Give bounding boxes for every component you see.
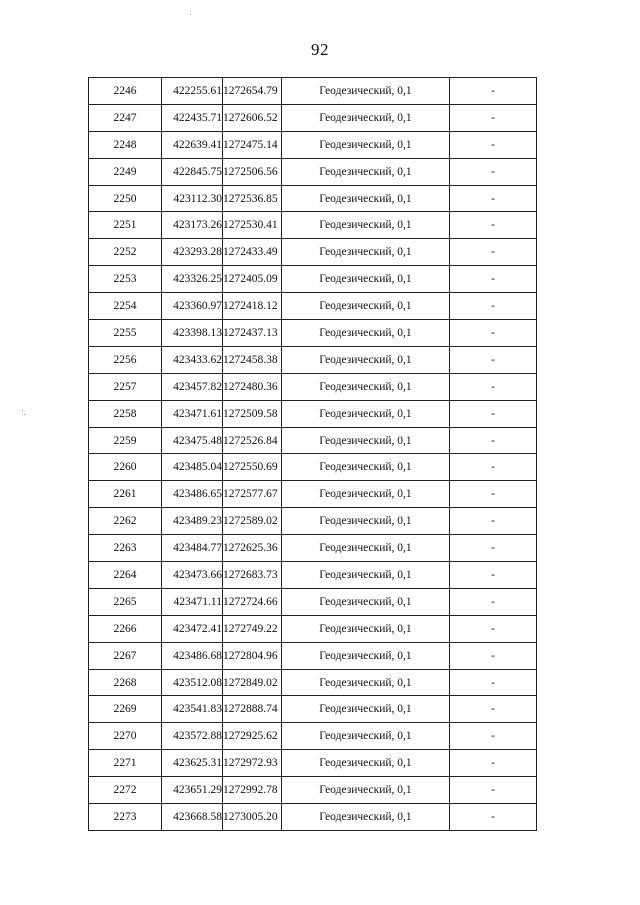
y-coordinate-cell: 1273005.20	[223, 804, 282, 831]
table-row	[89, 320, 537, 347]
x-coordinate-cell: 423326.25	[162, 266, 223, 293]
note-cell: -	[450, 723, 537, 750]
point-number-cell: 2255	[89, 320, 162, 347]
note-cell: -	[450, 481, 537, 508]
point-number-cell: 2252	[89, 239, 162, 266]
y-coordinate-cell: 1272530.41	[223, 212, 282, 239]
x-coordinate-cell: 423485.04	[162, 454, 223, 481]
method-accuracy-cell: Геодезический, 0,1	[282, 293, 450, 320]
table-row	[89, 239, 537, 266]
table-row	[89, 373, 537, 400]
point-number-cell: 2273	[89, 804, 162, 831]
note-cell: -	[450, 669, 537, 696]
note-cell: -	[450, 293, 537, 320]
y-coordinate-cell: 1272418.12	[223, 293, 282, 320]
method-accuracy-cell: Геодезический, 0,1	[282, 696, 450, 723]
method-accuracy-cell: Геодезический, 0,1	[282, 78, 450, 105]
x-coordinate-cell: 423472.41	[162, 615, 223, 642]
y-coordinate-cell: 1272536.85	[223, 185, 282, 212]
table-row	[89, 293, 537, 320]
note-cell: -	[450, 562, 537, 589]
y-coordinate-cell: 1272480.36	[223, 373, 282, 400]
table-row	[89, 104, 537, 131]
y-coordinate-cell: 1272749.22	[223, 615, 282, 642]
x-coordinate-cell: 423486.65	[162, 481, 223, 508]
table-row	[89, 454, 537, 481]
y-coordinate-cell: 1272925.62	[223, 723, 282, 750]
x-coordinate-cell: 422639.41	[162, 131, 223, 158]
point-number-cell: 2268	[89, 669, 162, 696]
point-number-cell: 2257	[89, 373, 162, 400]
x-coordinate-cell: 423112.30	[162, 185, 223, 212]
x-coordinate-cell: 422435.71	[162, 104, 223, 131]
note-cell: -	[450, 454, 537, 481]
y-coordinate-cell: 1272992.78	[223, 777, 282, 804]
y-coordinate-cell: 1272683.73	[223, 562, 282, 589]
method-accuracy-cell: Геодезический, 0,1	[282, 508, 450, 535]
table-row	[89, 535, 537, 562]
y-coordinate-cell: 1272550.69	[223, 454, 282, 481]
note-cell: -	[450, 588, 537, 615]
x-coordinate-cell: 423433.62	[162, 346, 223, 373]
note-cell: -	[450, 131, 537, 158]
point-number-cell: 2249	[89, 158, 162, 185]
point-number-cell: 2256	[89, 346, 162, 373]
point-number-cell: 2248	[89, 131, 162, 158]
method-accuracy-cell: Геодезический, 0,1	[282, 373, 450, 400]
method-accuracy-cell: Геодезический, 0,1	[282, 804, 450, 831]
y-coordinate-cell: 1272724.66	[223, 588, 282, 615]
table-row	[89, 266, 537, 293]
x-coordinate-cell: 423173.26	[162, 212, 223, 239]
note-cell: -	[450, 535, 537, 562]
point-number-cell: 2246	[89, 78, 162, 105]
note-cell: -	[450, 804, 537, 831]
method-accuracy-cell: Геодезический, 0,1	[282, 427, 450, 454]
point-number-cell: 2270	[89, 723, 162, 750]
x-coordinate-cell: 422845.75	[162, 158, 223, 185]
method-accuracy-cell: Геодезический, 0,1	[282, 158, 450, 185]
table-row	[89, 696, 537, 723]
y-coordinate-cell: 1272526.84	[223, 427, 282, 454]
table-row	[89, 750, 537, 777]
point-number-cell: 2264	[89, 562, 162, 589]
y-coordinate-cell: 1272437.13	[223, 320, 282, 347]
x-coordinate-cell: 423489.23	[162, 508, 223, 535]
table-row	[89, 346, 537, 373]
y-coordinate-cell: 1272625.36	[223, 535, 282, 562]
method-accuracy-cell: Геодезический, 0,1	[282, 723, 450, 750]
x-coordinate-cell: 423541.83	[162, 696, 223, 723]
point-number-cell: 2271	[89, 750, 162, 777]
table-row	[89, 78, 537, 105]
table-row	[89, 615, 537, 642]
table-row	[89, 642, 537, 669]
x-coordinate-cell: 423473.66	[162, 562, 223, 589]
x-coordinate-cell: 423651.29	[162, 777, 223, 804]
scan-speck	[24, 414, 25, 415]
note-cell: -	[450, 185, 537, 212]
x-coordinate-cell: 423484.77	[162, 535, 223, 562]
point-number-cell: 2250	[89, 185, 162, 212]
x-coordinate-cell: 423471.11	[162, 588, 223, 615]
table-row	[89, 427, 537, 454]
point-number-cell: 2251	[89, 212, 162, 239]
y-coordinate-cell: 1272405.09	[223, 266, 282, 293]
point-number-cell: 2260	[89, 454, 162, 481]
method-accuracy-cell: Геодезический, 0,1	[282, 104, 450, 131]
y-coordinate-cell: 1272577.67	[223, 481, 282, 508]
x-coordinate-cell: 423475.48	[162, 427, 223, 454]
x-coordinate-cell: 423457.82	[162, 373, 223, 400]
note-cell: -	[450, 266, 537, 293]
page-number: 92	[311, 40, 329, 59]
method-accuracy-cell: Геодезический, 0,1	[282, 400, 450, 427]
note-cell: -	[450, 104, 537, 131]
point-number-cell: 2263	[89, 535, 162, 562]
point-number-cell: 2262	[89, 508, 162, 535]
method-accuracy-cell: Геодезический, 0,1	[282, 454, 450, 481]
point-number-cell: 2265	[89, 588, 162, 615]
note-cell: -	[450, 427, 537, 454]
note-cell: -	[450, 642, 537, 669]
method-accuracy-cell: Геодезический, 0,1	[282, 535, 450, 562]
coordinates-table-body	[89, 78, 537, 831]
note-cell: -	[450, 750, 537, 777]
point-number-cell: 2258	[89, 400, 162, 427]
table-row	[89, 562, 537, 589]
method-accuracy-cell: Геодезический, 0,1	[282, 346, 450, 373]
method-accuracy-cell: Геодезический, 0,1	[282, 131, 450, 158]
table-row	[89, 669, 537, 696]
y-coordinate-cell: 1272506.56	[223, 158, 282, 185]
coordinates-table	[88, 77, 537, 831]
table-row	[89, 400, 537, 427]
table-row	[89, 131, 537, 158]
point-number-cell: 2247	[89, 104, 162, 131]
y-coordinate-cell: 1272804.96	[223, 642, 282, 669]
point-number-cell: 2269	[89, 696, 162, 723]
method-accuracy-cell: Геодезический, 0,1	[282, 562, 450, 589]
x-coordinate-cell: 423398.13	[162, 320, 223, 347]
table-row	[89, 185, 537, 212]
scan-speck	[22, 410, 23, 411]
point-number-cell: 2272	[89, 777, 162, 804]
y-coordinate-cell: 1272849.02	[223, 669, 282, 696]
x-coordinate-cell: 423486.68	[162, 642, 223, 669]
method-accuracy-cell: Геодезический, 0,1	[282, 481, 450, 508]
method-accuracy-cell: Геодезический, 0,1	[282, 588, 450, 615]
point-number-cell: 2253	[89, 266, 162, 293]
point-number-cell: 2267	[89, 642, 162, 669]
note-cell: -	[450, 346, 537, 373]
note-cell: -	[450, 239, 537, 266]
point-number-cell: 2261	[89, 481, 162, 508]
method-accuracy-cell: Геодезический, 0,1	[282, 615, 450, 642]
table-row	[89, 777, 537, 804]
table-row	[89, 158, 537, 185]
table-row	[89, 508, 537, 535]
x-coordinate-cell: 422255.61	[162, 78, 223, 105]
y-coordinate-cell: 1272589.02	[223, 508, 282, 535]
x-coordinate-cell: 423625.31	[162, 750, 223, 777]
note-cell: -	[450, 777, 537, 804]
method-accuracy-cell: Геодезический, 0,1	[282, 239, 450, 266]
method-accuracy-cell: Геодезический, 0,1	[282, 185, 450, 212]
note-cell: -	[450, 212, 537, 239]
method-accuracy-cell: Геодезический, 0,1	[282, 750, 450, 777]
note-cell: -	[450, 615, 537, 642]
y-coordinate-cell: 1272654.79	[223, 78, 282, 105]
point-number-cell: 2259	[89, 427, 162, 454]
y-coordinate-cell: 1272475.14	[223, 131, 282, 158]
method-accuracy-cell: Геодезический, 0,1	[282, 266, 450, 293]
x-coordinate-cell: 423471.61	[162, 400, 223, 427]
x-coordinate-cell: 423668.58	[162, 804, 223, 831]
point-number-cell: 2254	[89, 293, 162, 320]
table-row	[89, 804, 537, 831]
method-accuracy-cell: Геодезический, 0,1	[282, 669, 450, 696]
note-cell: -	[450, 696, 537, 723]
table-row	[89, 212, 537, 239]
x-coordinate-cell: 423572.88	[162, 723, 223, 750]
note-cell: -	[450, 508, 537, 535]
point-number-cell: 2266	[89, 615, 162, 642]
table-row	[89, 588, 537, 615]
note-cell: -	[450, 158, 537, 185]
note-cell: -	[450, 320, 537, 347]
x-coordinate-cell: 423512.08	[162, 669, 223, 696]
table-row	[89, 481, 537, 508]
scan-speck	[190, 14, 191, 15]
y-coordinate-cell: 1272972.93	[223, 750, 282, 777]
y-coordinate-cell: 1272509.58	[223, 400, 282, 427]
x-coordinate-cell: 423293.28	[162, 239, 223, 266]
y-coordinate-cell: 1272433.49	[223, 239, 282, 266]
method-accuracy-cell: Геодезический, 0,1	[282, 320, 450, 347]
method-accuracy-cell: Геодезический, 0,1	[282, 212, 450, 239]
note-cell: -	[450, 373, 537, 400]
y-coordinate-cell: 1272606.52	[223, 104, 282, 131]
x-coordinate-cell: 423360.97	[162, 293, 223, 320]
table-row	[89, 723, 537, 750]
y-coordinate-cell: 1272888.74	[223, 696, 282, 723]
method-accuracy-cell: Геодезический, 0,1	[282, 777, 450, 804]
method-accuracy-cell: Геодезический, 0,1	[282, 642, 450, 669]
y-coordinate-cell: 1272458.38	[223, 346, 282, 373]
note-cell: -	[450, 400, 537, 427]
note-cell: -	[450, 78, 537, 105]
